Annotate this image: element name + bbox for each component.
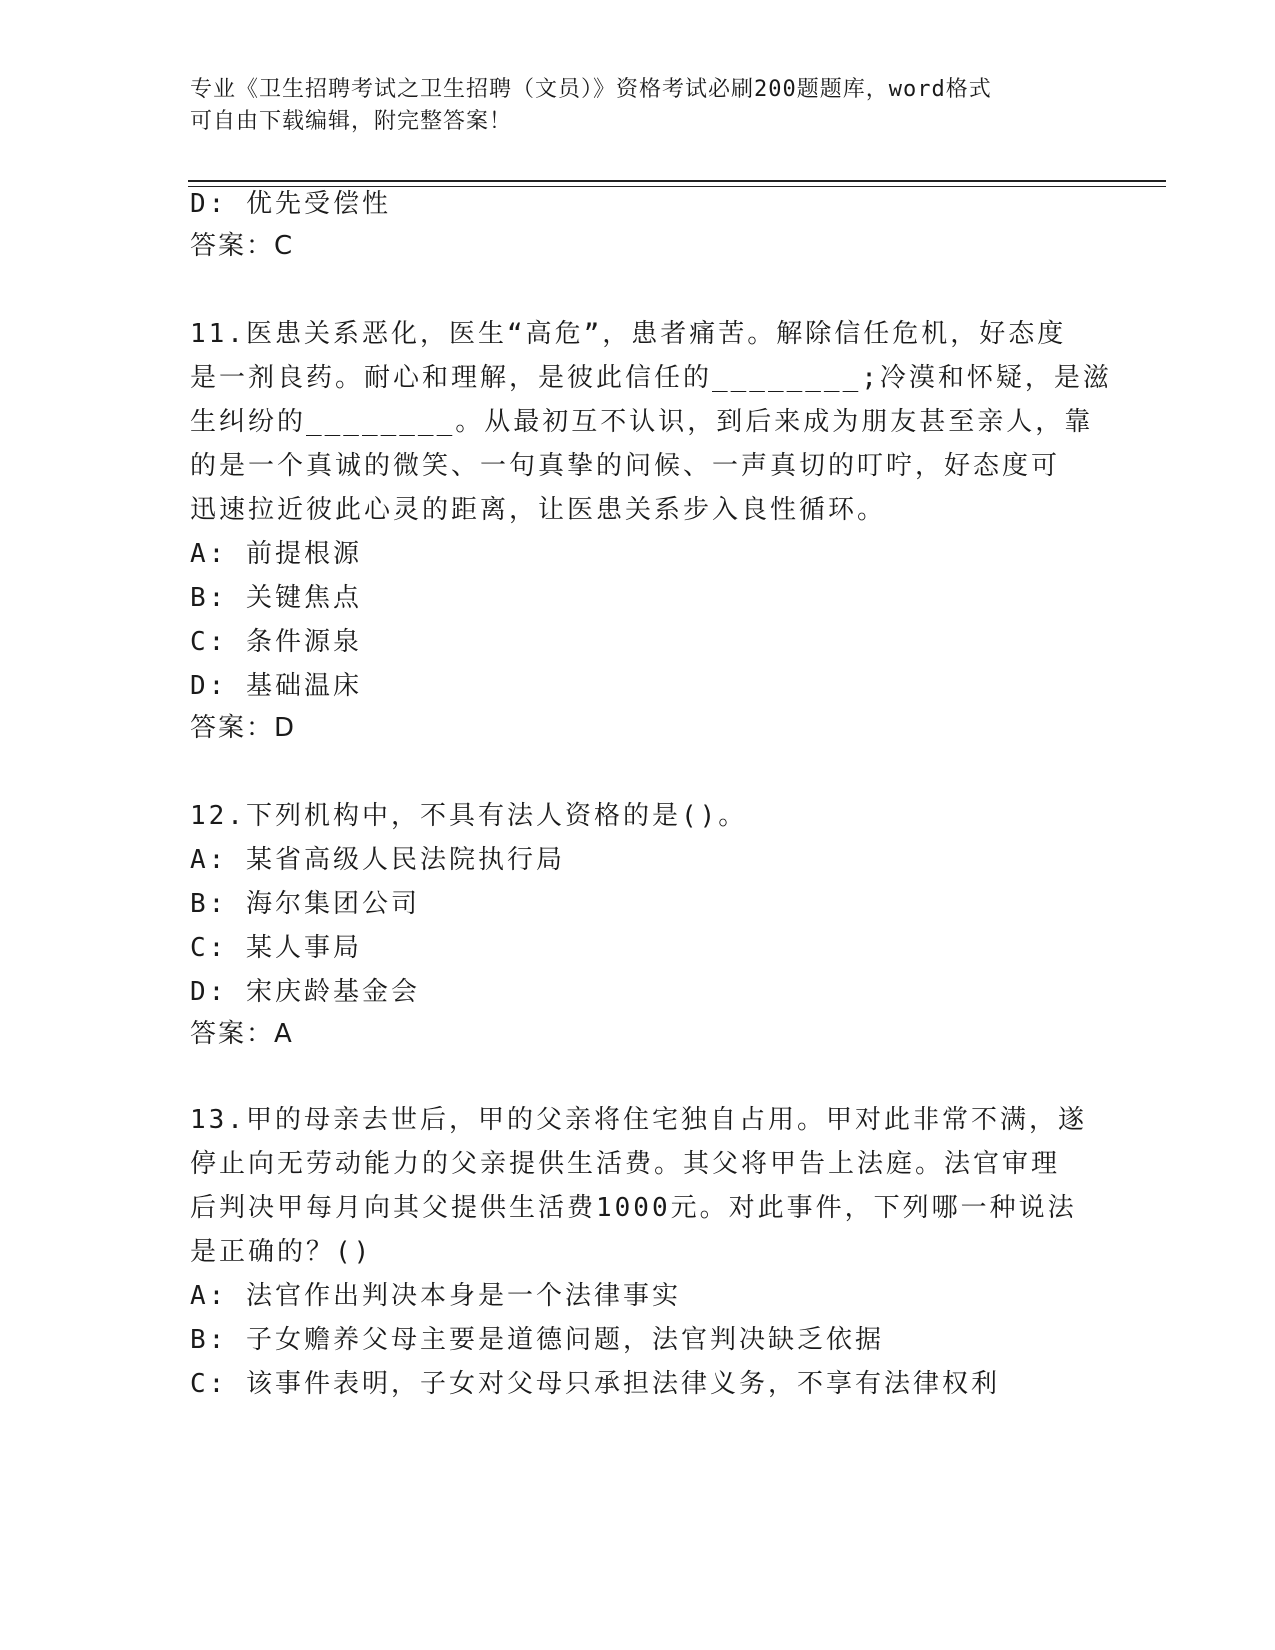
q11-option-a: A: 前提根源 bbox=[190, 539, 362, 569]
q11-answer: 答案：D bbox=[190, 713, 297, 743]
q13-text-line-2: 停止向无劳动能力的父亲提供生活费。其父将甲告上法庭。法官审理 bbox=[190, 1149, 1061, 1179]
header-divider bbox=[188, 180, 1166, 182]
q13-option-c: C: 该事件表明，子女对父母只承担法律义务，不享有法律权利 bbox=[190, 1369, 1000, 1399]
q13-option-a: A: 法官作出判决本身是一个法律事实 bbox=[190, 1281, 681, 1311]
q11-text-line-3: 生纠纷的________。从最初互不认识，到后来成为朋友甚至亲人，靠 bbox=[190, 407, 1094, 437]
q11-text-line-2: 是一剂良药。耐心和理解，是彼此信任的________;冷漠和怀疑，是滋 bbox=[190, 363, 1112, 393]
q12-answer: 答案：A bbox=[190, 1019, 294, 1049]
q12-option-b: B: 海尔集团公司 bbox=[190, 889, 420, 919]
q11-text-line-5: 迅速拉近彼此心灵的距离，让医患关系步入良性循环。 bbox=[190, 495, 887, 525]
q12-option-a: A: 某省高级人民法院执行局 bbox=[190, 845, 565, 875]
q12-option-c: C: 某人事局 bbox=[190, 933, 362, 963]
q11-text-line-1: 11.医患关系恶化，医生“高危”，患者痛苦。解除信任危机，好态度 bbox=[190, 319, 1067, 349]
q13-option-b: B: 子女赡养父母主要是道德问题，法官判决缺乏依据 bbox=[190, 1325, 884, 1355]
prev-answer: 答案：C bbox=[190, 231, 295, 261]
header-divider-thin bbox=[188, 186, 1166, 187]
q11-option-c: C: 条件源泉 bbox=[190, 627, 362, 657]
document-header bbox=[190, 74, 1090, 138]
q12-text-line-1: 12.下列机构中，不具有法人资格的是()。 bbox=[190, 801, 748, 831]
q12-option-d: D: 宋庆龄基金会 bbox=[190, 977, 420, 1007]
prev-option-d: D: 优先受偿性 bbox=[190, 189, 391, 219]
q11-option-b: B: 关键焦点 bbox=[190, 583, 362, 613]
header-line-1: 专业《卫生招聘考试之卫生招聘（文员）》资格考试必刷200题题库，word格式 bbox=[190, 77, 992, 102]
q11-option-d: D: 基础温床 bbox=[190, 671, 362, 701]
q13-text-line-4: 是正确的？() bbox=[190, 1237, 373, 1267]
q11-text-line-4: 的是一个真诚的微笑、一句真挚的问候、一声真切的叮咛，好态度可 bbox=[190, 451, 1061, 481]
q13-text-line-3: 后判决甲每月向其父提供生活费1000元。对此事件，下列哪一种说法 bbox=[190, 1193, 1077, 1223]
header-line-2: 可自由下载编辑，附完整答案！ bbox=[190, 109, 513, 134]
q13-text-line-1: 13.甲的母亲去世后，甲的父亲将住宅独自占用。甲对此非常不满，遂 bbox=[190, 1105, 1087, 1135]
